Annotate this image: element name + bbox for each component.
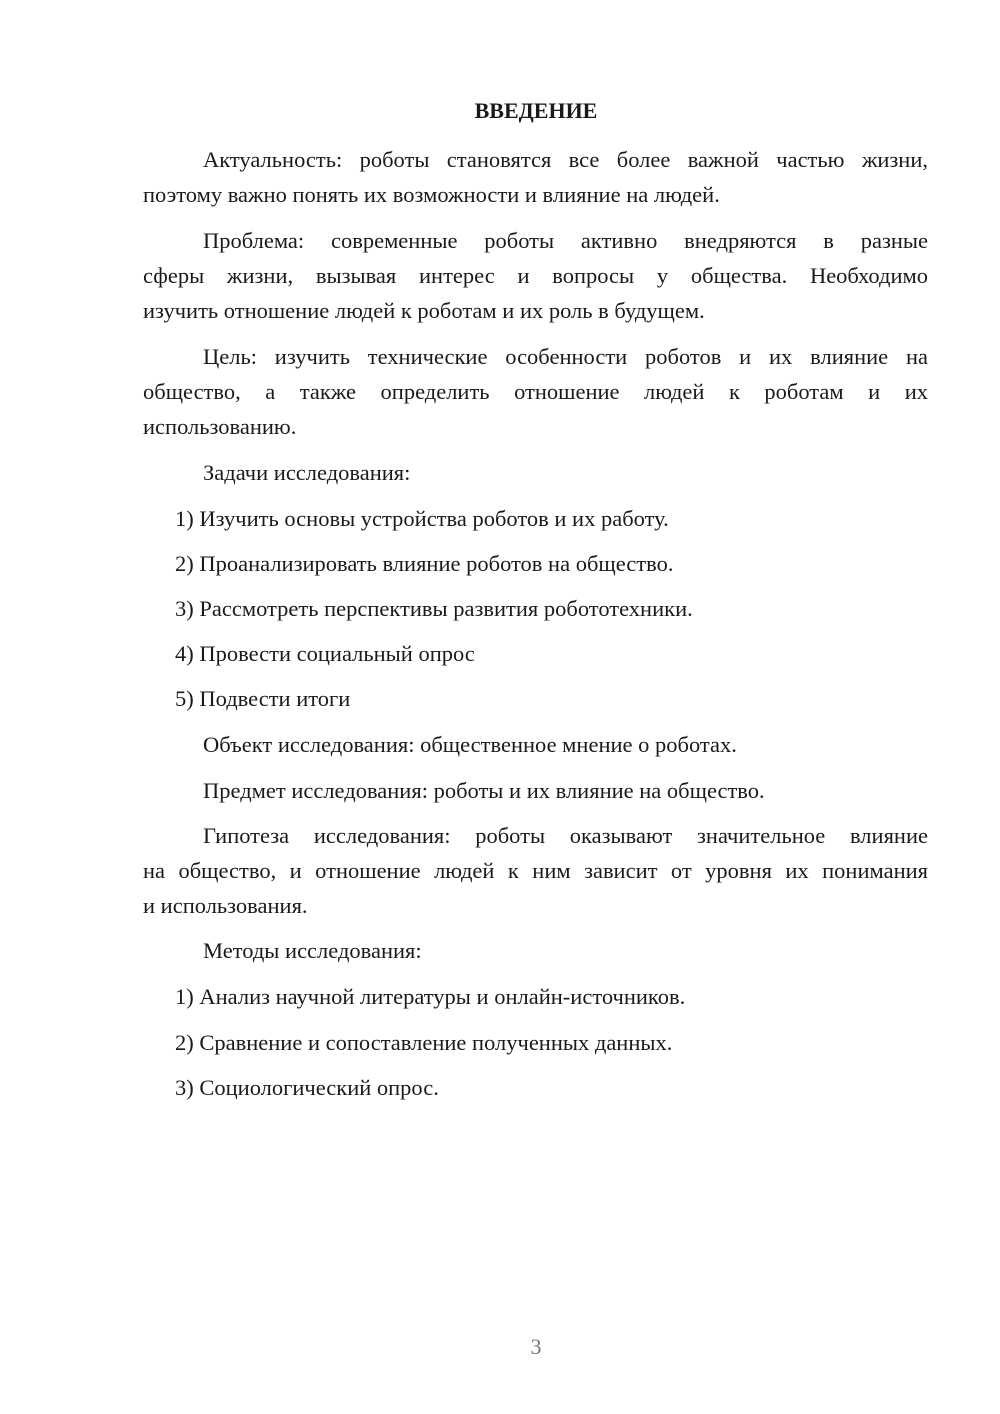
- method-item: 1) Анализ научной литературы и онлайн-источников.: [175, 984, 686, 1009]
- actuality-line-1: Актуальность: роботы становятся все более важной частью жизни,: [203, 147, 928, 172]
- hypothesis-line-1: Гипотеза исследования: роботы оказывают значительное влияние: [203, 823, 928, 848]
- goal-line-1: Цель: изучить технические особенности роботов и их влияние на: [203, 344, 928, 369]
- problem-line-2: сферы жизни, вызывая интерес и вопросы у общества. Необходимо: [143, 263, 928, 288]
- hypothesis-line-3: и использования.: [143, 893, 308, 918]
- problem-line-1: Проблема: современные роботы активно внедряются в разные: [203, 228, 928, 253]
- research-object: Объект исследования: общественное мнение о роботах.: [203, 732, 737, 757]
- problem-line-3: изучить отношение людей к роботам и их роль в будущем.: [143, 298, 705, 323]
- method-item: 2) Сравнение и сопоставление полученных данных.: [175, 1030, 673, 1055]
- task-item: 4) Провести социальный опрос: [175, 641, 475, 666]
- actuality-line-2: поэтому важно понять их возможности и влияние на людей.: [143, 182, 720, 207]
- task-item: 5) Подвести итоги: [175, 686, 351, 711]
- goal-line-2: общество, а также определить отношение людей к роботам и их: [143, 379, 928, 404]
- tasks-heading: Задачи исследования:: [203, 460, 411, 485]
- method-item: 3) Социологический опрос.: [175, 1075, 439, 1100]
- hypothesis-line-2: на общество, и отношение людей к ним зависит от уровня их понимания: [143, 858, 928, 883]
- goal-line-3: использованию.: [143, 414, 297, 439]
- task-item: 1) Изучить основы устройства роботов и их работу.: [175, 506, 669, 531]
- page-title: ВВЕДЕНИЕ: [474, 98, 598, 123]
- page-number: 3: [530, 1334, 542, 1359]
- research-subject: Предмет исследования: роботы и их влияние на общество.: [203, 778, 765, 803]
- task-item: 3) Рассмотреть перспективы развития робототехники.: [175, 596, 693, 621]
- task-item: 2) Проанализировать влияние роботов на общество.: [175, 551, 674, 576]
- methods-heading: Методы исследования:: [203, 938, 422, 963]
